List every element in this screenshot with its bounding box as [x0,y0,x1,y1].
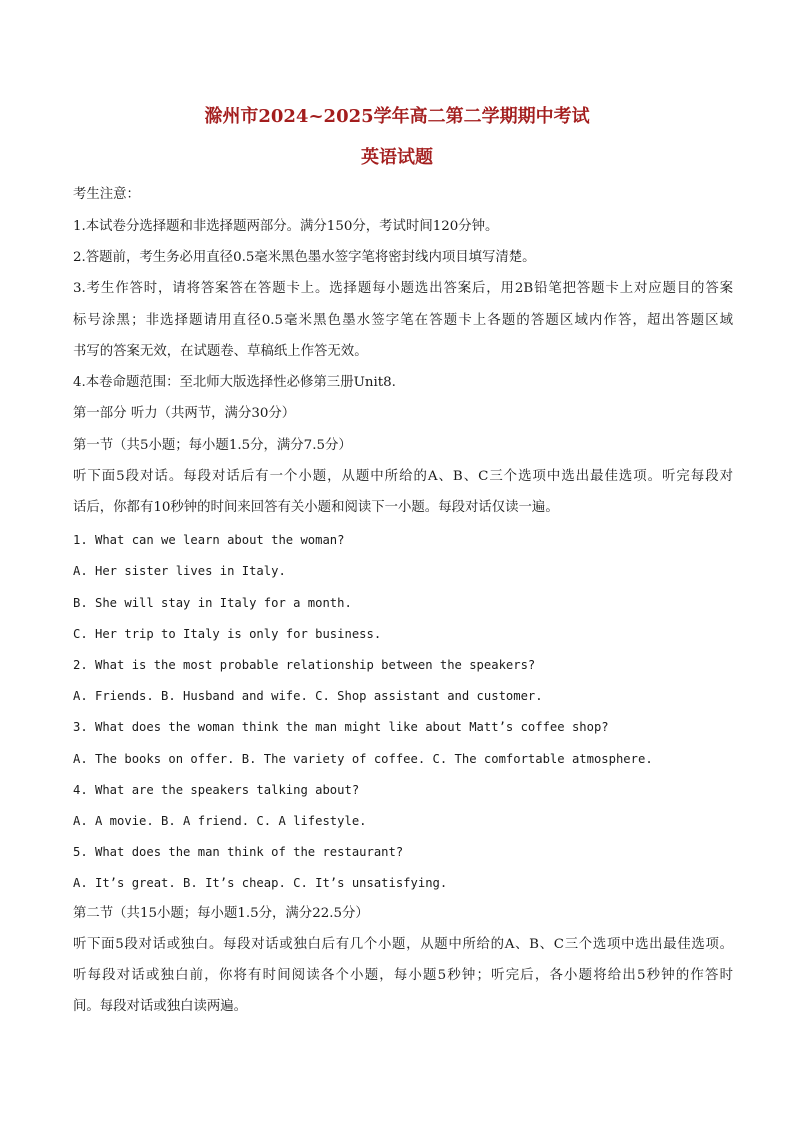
notice-item-3-line-2: 标号涂黑；非选择题请用直径0.5毫米黑色墨水签字笔在答题卡上各题的答题区域内作答，超出答题区域 [73,313,733,328]
notice-item-2: 2.答题前，考生务必用直径0.5毫米黑色墨水签字笔将密封线内项目填写清楚。 [73,250,536,265]
question-1-option-b: B. She will stay in Italy for a month. [73,596,352,610]
exam-subtitle: 英语试题 [361,147,433,168]
notice-item-3-line-1: 3.考生作答时，请将答案答在答题卡上。选择题每小题选出答案后，用2B铅笔把答题卡上对应题目的答案 [73,281,733,296]
question-3-stem: 3. What does the woman think the man might like about Matt’s coffee shop? [73,720,609,734]
question-2-options: A. Friends. B. Husband and wife. C. Shop assistant and customer. [73,689,543,703]
notice-heading: 考生注意： [73,187,140,202]
question-2-stem: 2. What is the most probable relationship between the speakers? [73,658,536,672]
notice-item-4: 4.本卷命题范围：至北师大版选择性必修第三册Unit8. [73,375,396,390]
section2-heading: 第二节（共15小题；每小题1.5分，满分22.5分） [73,906,369,921]
section2-instructions-line-1: 听下面5段对话或独白。每段对话或独白后有几个小题，从题中所给的A、B、C三个选项中选出最佳选项。 [73,937,733,952]
question-5-options: A. It’s great. B. It’s cheap. C. It’s unsatisfying. [73,876,448,890]
notice-item-1: 1.本试卷分选择题和非选择题两部分。满分150分，考试时间120分钟。 [73,219,499,234]
section1-instructions-line-1: 听下面5段对话。每段对话后有一个小题，从题中所给的A、B、C三个选项中选出最佳选项。听完每段对 [73,469,733,484]
section2-instructions-line-2: 听每段对话或独白前，你将有时间阅读各个小题，每小题5秒钟；听完后，各小题将给出5秒钟的作答时 [73,968,733,983]
section1-heading: 第一节（共5小题；每小题1.5分，满分7.5分） [73,438,352,453]
notice-item-3-line-3: 书写的答案无效，在试题卷、草稿纸上作答无效。 [73,344,368,359]
section1-instructions-line-2: 话后，你都有10秒钟的时间来回答有关小题和阅读下一小题。每段对话仅读一遍。 [73,500,559,515]
section2-instructions-line-3: 间。每段对话或独白读两遍。 [73,999,248,1014]
question-4-stem: 4. What are the speakers talking about? [73,783,360,797]
exam-title: 滁州市2024~2025学年高二第二学期期中考试 [204,106,590,127]
question-1-option-a: A. Her sister lives in Italy. [73,564,286,578]
question-1-stem: 1. What can we learn about the woman? [73,533,345,547]
question-3-options: A. The books on offer. B. The variety of coffee. C. The comfortable atmosphere. [73,752,653,766]
part1-heading: 第一部分 听力（共两节，满分30分） [73,406,296,421]
question-5-stem: 5. What does the man think of the restaurant? [73,845,404,859]
question-4-options: A. A movie. B. A friend. C. A lifestyle. [73,814,367,828]
question-1-option-c: C. Her trip to Italy is only for business. [73,627,382,641]
